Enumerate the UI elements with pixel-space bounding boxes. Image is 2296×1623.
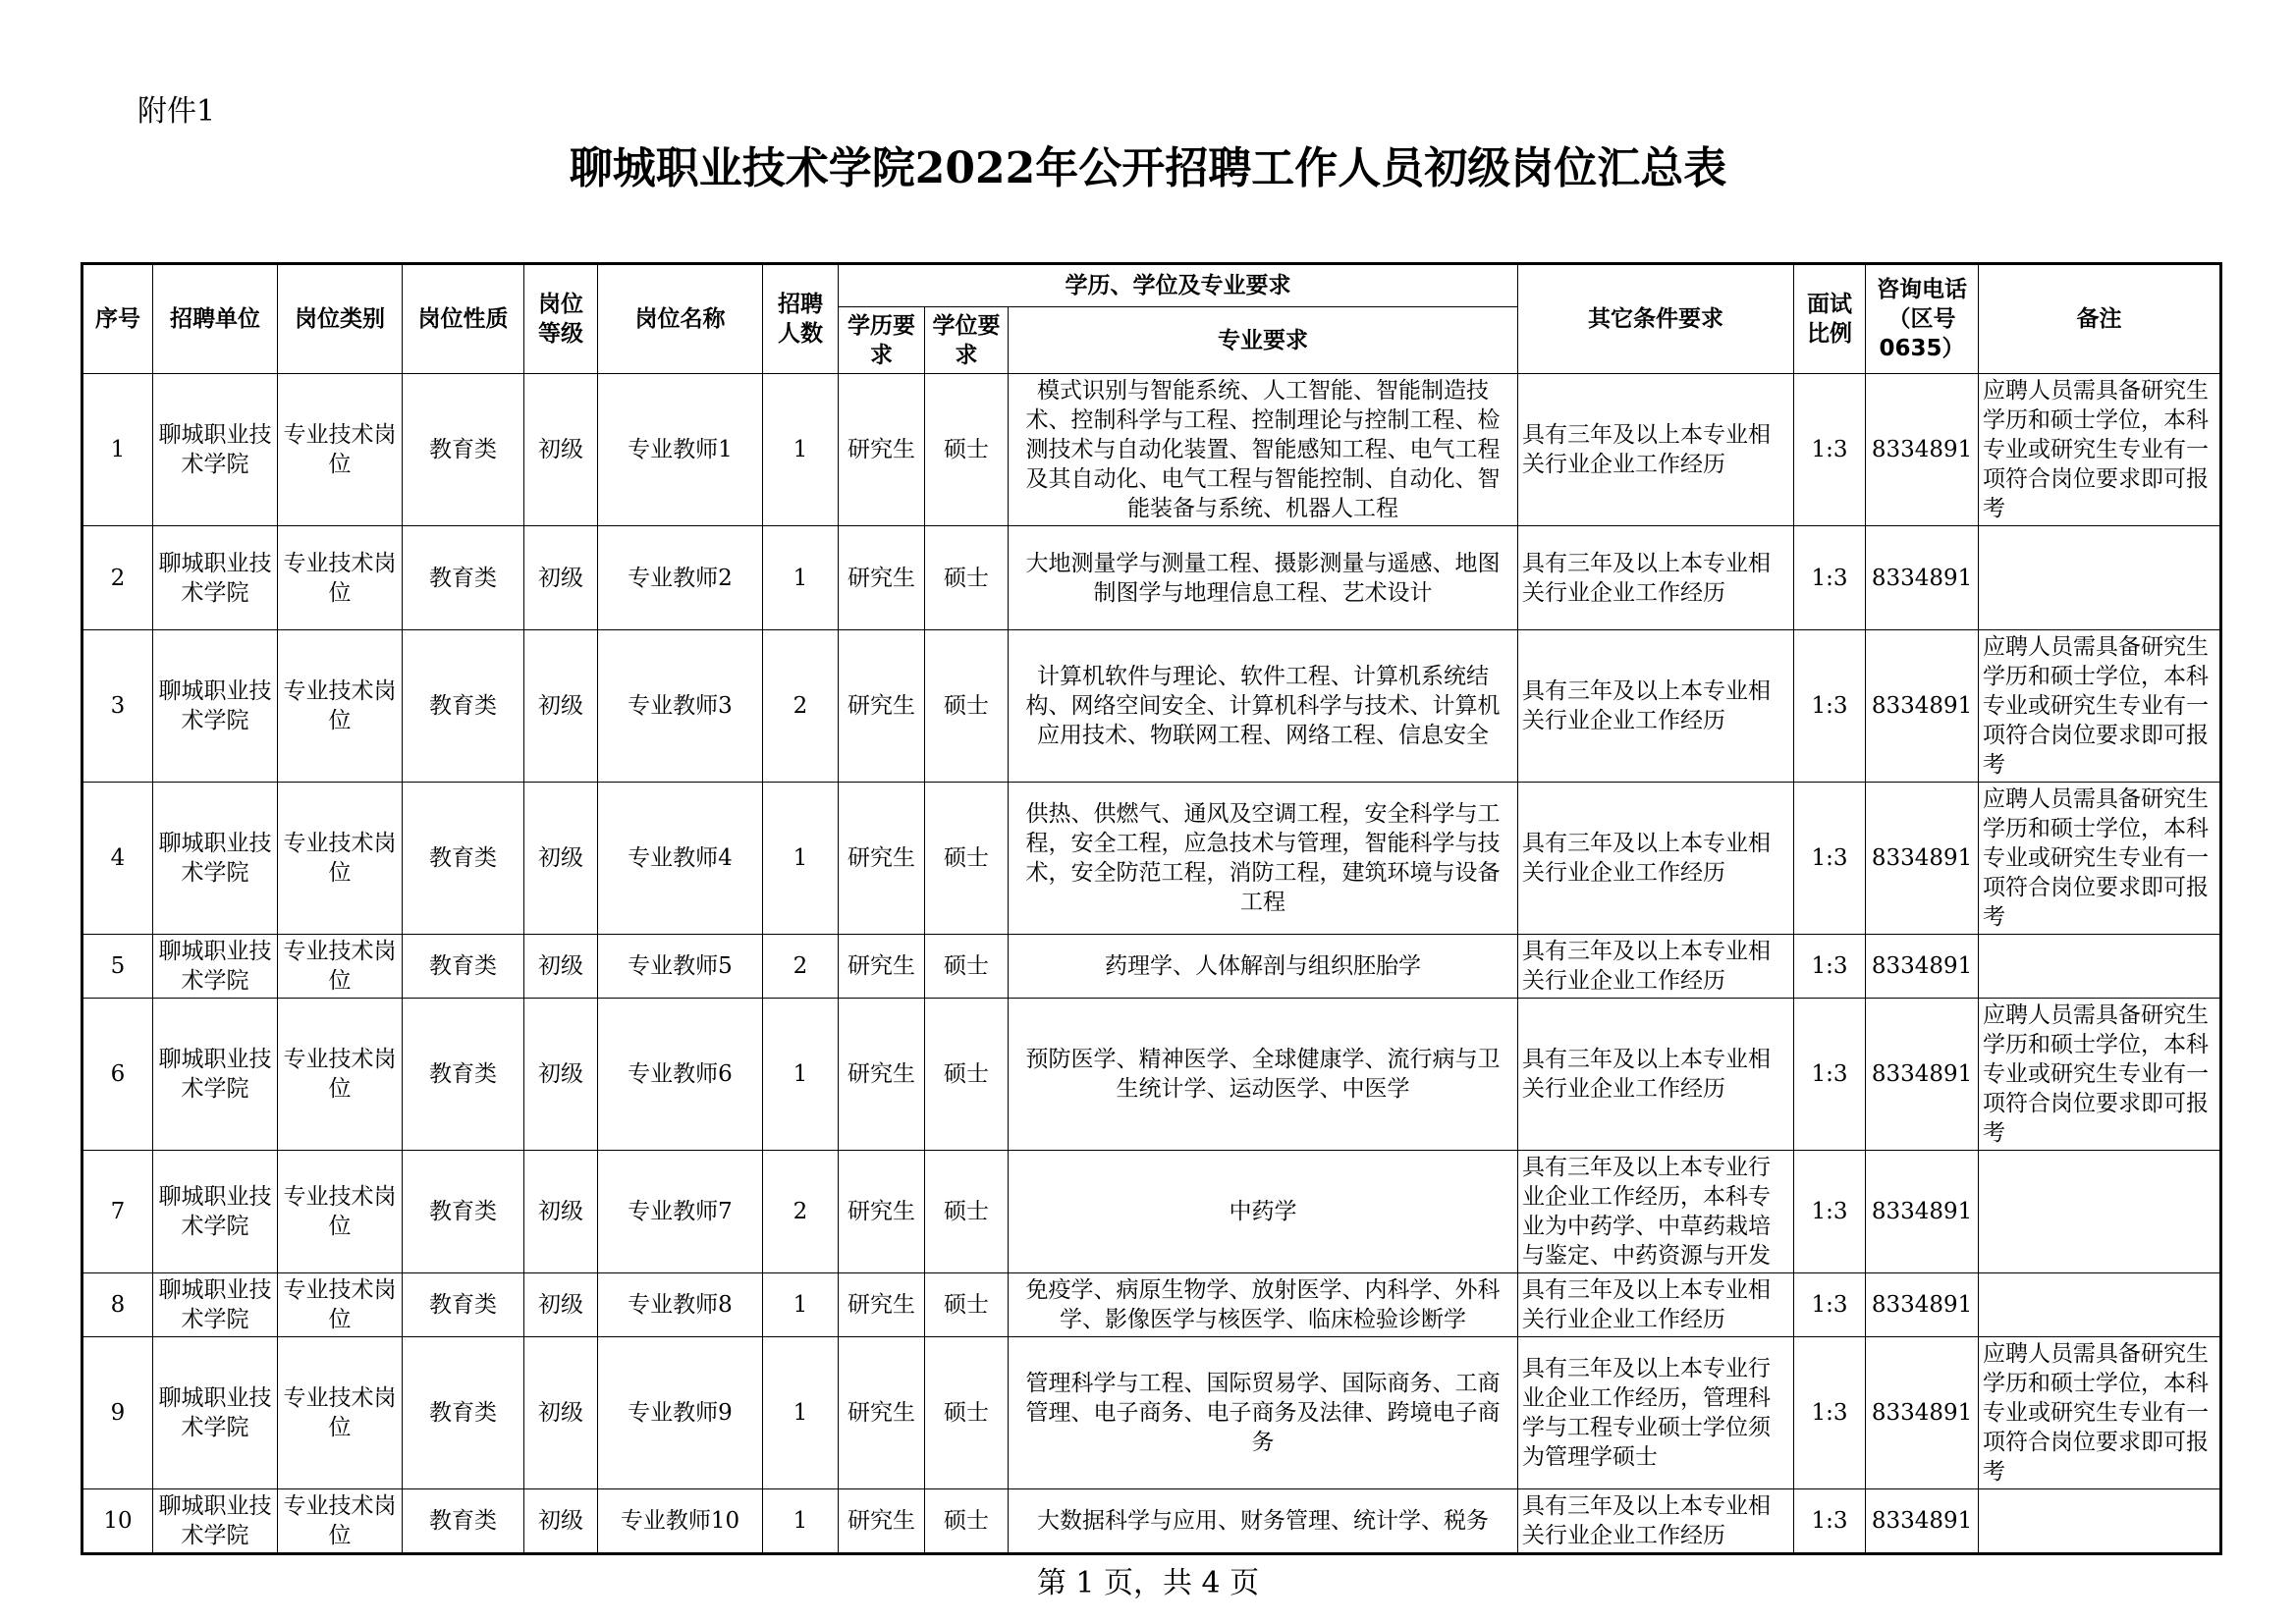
cell-level: 初级 [524,374,598,526]
cell-count: 2 [763,935,839,999]
cell-major: 大数据科学与应用、财务管理、统计学、税务 [1009,1489,1518,1554]
header-ratio: 面试比例 [1794,264,1866,374]
cell-other: 具有三年及以上本专业相关行业企业工作经历 [1518,374,1794,526]
table-row [82,1273,2221,1337]
cell-phone: 8334891 [1866,999,1979,1151]
cell-position: 专业教师7 [598,1151,763,1273]
cell-note: 应聘人员需具备研究生学历和硕士学位，本科专业或研究生专业有一项符合岗位要求即可报考 [1979,630,2221,783]
cell-major: 供热、供燃气、通风及空调工程，安全科学与工程，安全工程，应急技术与管理，智能科学与技术，安全防范工程，消防工程，建筑环境与设备工程 [1009,783,1518,935]
cell-ratio: 1:3 [1794,374,1866,526]
cell-unit: 聊城职业技术学院 [153,1151,278,1273]
header-category: 岗位类别 [278,264,403,374]
header-other: 其它条件要求 [1518,264,1794,374]
cell-phone: 8334891 [1866,526,1979,630]
cell-major: 管理科学与工程、国际贸易学、国际商务、工商管理、电子商务、电子商务及法律、跨境电子商务 [1009,1337,1518,1489]
cell-other: 具有三年及以上本专业行业企业工作经历，管理科学与工程专业硕士学位须为管理学硕士 [1518,1337,1794,1489]
cell-unit: 聊城职业技术学院 [153,935,278,999]
cell-phone: 8334891 [1866,783,1979,935]
cell-education: 研究生 [839,783,925,935]
cell-note: 应聘人员需具备研究生学历和硕士学位，本科专业或研究生专业有一项符合岗位要求即可报考 [1979,1337,2221,1489]
cell-level: 初级 [524,630,598,783]
cell-other: 具有三年及以上本专业相关行业企业工作经历 [1518,1489,1794,1554]
header-degree: 学位要求 [925,307,1009,374]
cell-note [1979,526,2221,630]
cell-ratio: 1:3 [1794,1337,1866,1489]
cell-nature: 教育类 [403,1151,524,1273]
cell-count: 1 [763,526,839,630]
cell-other: 具有三年及以上本专业相关行业企业工作经历 [1518,935,1794,999]
cell-unit: 聊城职业技术学院 [153,374,278,526]
cell-nature: 教育类 [403,1273,524,1337]
cell-phone: 8334891 [1866,374,1979,526]
cell-note [1979,935,2221,999]
cell-unit: 聊城职业技术学院 [153,630,278,783]
cell-degree: 硕士 [925,374,1009,526]
cell-count: 1 [763,374,839,526]
header-level: 岗位等级 [524,264,598,374]
cell-nature: 教育类 [403,374,524,526]
cell-education: 研究生 [839,1273,925,1337]
cell-phone: 8334891 [1866,630,1979,783]
cell-note: 应聘人员需具备研究生学历和硕士学位，本科专业或研究生专业有一项符合岗位要求即可报考 [1979,374,2221,526]
cell-degree: 硕士 [925,935,1009,999]
cell-count: 2 [763,1151,839,1273]
cell-count: 1 [763,783,839,935]
cell-phone: 8334891 [1866,1151,1979,1273]
cell-ratio: 1:3 [1794,1151,1866,1273]
header-note: 备注 [1979,264,2221,374]
cell-category: 专业技术岗位 [278,1151,403,1273]
cell-level: 初级 [524,1273,598,1337]
cell-note: 应聘人员需具备研究生学历和硕士学位，本科专业或研究生专业有一项符合岗位要求即可报考 [1979,783,2221,935]
cell-unit: 聊城职业技术学院 [153,526,278,630]
cell-category: 专业技术岗位 [278,1273,403,1337]
cell-position: 专业教师3 [598,630,763,783]
cell-count: 1 [763,999,839,1151]
cell-category: 专业技术岗位 [278,526,403,630]
cell-other: 具有三年及以上本专业行业企业工作经历，本科专业为中药学、中草药栽培与鉴定、中药资源与开发 [1518,1151,1794,1273]
page-footer: 第 1 页，共 4 页 [1036,1566,1260,1600]
cell-category: 专业技术岗位 [278,935,403,999]
cell-major: 计算机软件与理论、软件工程、计算机系统结构、网络空间安全、计算机科学与技术、计算机应用技术、物联网工程、网络工程、信息安全 [1009,630,1518,783]
cell-category: 专业技术岗位 [278,374,403,526]
cell-note [1979,1273,2221,1337]
header-seq: 序号 [82,264,153,374]
cell-seq: 7 [82,1151,153,1273]
cell-other: 具有三年及以上本专业相关行业企业工作经历 [1518,999,1794,1151]
cell-position: 专业教师6 [598,999,763,1151]
header-edu-group: 学历、学位及专业要求 [839,264,1518,307]
cell-category: 专业技术岗位 [278,999,403,1151]
cell-nature: 教育类 [403,783,524,935]
cell-unit: 聊城职业技术学院 [153,1337,278,1489]
cell-seq: 8 [82,1273,153,1337]
cell-degree: 硕士 [925,630,1009,783]
cell-nature: 教育类 [403,526,524,630]
cell-unit: 聊城职业技术学院 [153,783,278,935]
cell-category: 专业技术岗位 [278,630,403,783]
table-row [82,374,2221,526]
cell-level: 初级 [524,1489,598,1554]
cell-education: 研究生 [839,1151,925,1273]
cell-position: 专业教师5 [598,935,763,999]
cell-major: 预防医学、精神医学、全球健康学、流行病与卫生统计学、运动医学、中医学 [1009,999,1518,1151]
cell-nature: 教育类 [403,630,524,783]
cell-nature: 教育类 [403,1489,524,1554]
cell-note: 应聘人员需具备研究生学历和硕士学位，本科专业或研究生专业有一项符合岗位要求即可报考 [1979,999,2221,1151]
cell-seq: 3 [82,630,153,783]
cell-seq: 2 [82,526,153,630]
cell-count: 2 [763,630,839,783]
cell-education: 研究生 [839,526,925,630]
cell-phone: 8334891 [1866,935,1979,999]
cell-category: 专业技术岗位 [278,783,403,935]
cell-seq: 5 [82,935,153,999]
cell-degree: 硕士 [925,526,1009,630]
cell-seq: 9 [82,1337,153,1489]
cell-seq: 10 [82,1489,153,1554]
cell-count: 1 [763,1337,839,1489]
cell-ratio: 1:3 [1794,783,1866,935]
cell-position: 专业教师4 [598,783,763,935]
cell-major: 大地测量学与测量工程、摄影测量与遥感、地图制图学与地理信息工程、艺术设计 [1009,526,1518,630]
cell-ratio: 1:3 [1794,630,1866,783]
cell-education: 研究生 [839,999,925,1151]
cell-nature: 教育类 [403,935,524,999]
cell-education: 研究生 [839,1489,925,1554]
table-row [82,935,2221,999]
cell-degree: 硕士 [925,999,1009,1151]
cell-major: 模式识别与智能系统、人工智能、智能制造技术、控制科学与工程、控制理论与控制工程、检测技术与自动化装置、智能感知工程、电气工程及其自动化、电气工程与智能控制、自动化、智能装备与系统、机器人工程 [1009,374,1518,526]
cell-count: 1 [763,1489,839,1554]
cell-phone: 8334891 [1866,1273,1979,1337]
cell-level: 初级 [524,1151,598,1273]
cell-seq: 6 [82,999,153,1151]
cell-education: 研究生 [839,374,925,526]
cell-level: 初级 [524,999,598,1151]
table-row [82,630,2221,783]
cell-other: 具有三年及以上本专业相关行业企业工作经历 [1518,526,1794,630]
header-count: 招聘人数 [763,264,839,374]
header-major: 专业要求 [1009,307,1518,374]
cell-position: 专业教师8 [598,1273,763,1337]
cell-ratio: 1:3 [1794,935,1866,999]
page-title: 聊城职业技术学院2022年公开招聘工作人员初级岗位汇总表 [569,143,1727,193]
cell-nature: 教育类 [403,1337,524,1489]
cell-count: 1 [763,1273,839,1337]
cell-unit: 聊城职业技术学院 [153,999,278,1151]
cell-degree: 硕士 [925,1273,1009,1337]
cell-degree: 硕士 [925,783,1009,935]
table-row [82,1489,2221,1554]
cell-education: 研究生 [839,630,925,783]
positions-table [81,262,2222,1555]
cell-level: 初级 [524,783,598,935]
cell-degree: 硕士 [925,1337,1009,1489]
cell-category: 专业技术岗位 [278,1489,403,1554]
cell-nature: 教育类 [403,999,524,1151]
header-unit: 招聘单位 [153,264,278,374]
cell-position: 专业教师2 [598,526,763,630]
cell-seq: 4 [82,783,153,935]
table-row [82,783,2221,935]
table-row [82,1337,2221,1489]
cell-unit: 聊城职业技术学院 [153,1273,278,1337]
table-row [82,999,2221,1151]
header-education: 学历要求 [839,307,925,374]
attachment-label: 附件1 [137,94,216,129]
cell-seq: 1 [82,374,153,526]
cell-phone: 8334891 [1866,1337,1979,1489]
cell-position: 专业教师9 [598,1337,763,1489]
cell-other: 具有三年及以上本专业相关行业企业工作经历 [1518,630,1794,783]
cell-ratio: 1:3 [1794,1489,1866,1554]
header-position: 岗位名称 [598,264,763,374]
cell-education: 研究生 [839,1337,925,1489]
cell-education: 研究生 [839,935,925,999]
cell-ratio: 1:3 [1794,526,1866,630]
cell-major: 免疫学、病原生物学、放射医学、内科学、外科学、影像医学与核医学、临床检验诊断学 [1009,1273,1518,1337]
cell-major: 中药学 [1009,1151,1518,1273]
header-nature: 岗位性质 [403,264,524,374]
cell-position: 专业教师1 [598,374,763,526]
cell-ratio: 1:3 [1794,999,1866,1151]
cell-level: 初级 [524,935,598,999]
cell-position: 专业教师10 [598,1489,763,1554]
cell-other: 具有三年及以上本专业相关行业企业工作经历 [1518,1273,1794,1337]
cell-level: 初级 [524,526,598,630]
cell-degree: 硕士 [925,1489,1009,1554]
table-row [82,526,2221,630]
cell-other: 具有三年及以上本专业相关行业企业工作经历 [1518,783,1794,935]
cell-unit: 聊城职业技术学院 [153,1489,278,1554]
table-row [82,1151,2221,1273]
cell-degree: 硕士 [925,1151,1009,1273]
cell-phone: 8334891 [1866,1489,1979,1554]
header-phone: 咨询电话（区号0635） [1866,264,1979,374]
cell-major: 药理学、人体解剖与组织胚胎学 [1009,935,1518,999]
cell-category: 专业技术岗位 [278,1337,403,1489]
cell-level: 初级 [524,1337,598,1489]
cell-note [1979,1151,2221,1273]
cell-note [1979,1489,2221,1554]
cell-ratio: 1:3 [1794,1273,1866,1337]
